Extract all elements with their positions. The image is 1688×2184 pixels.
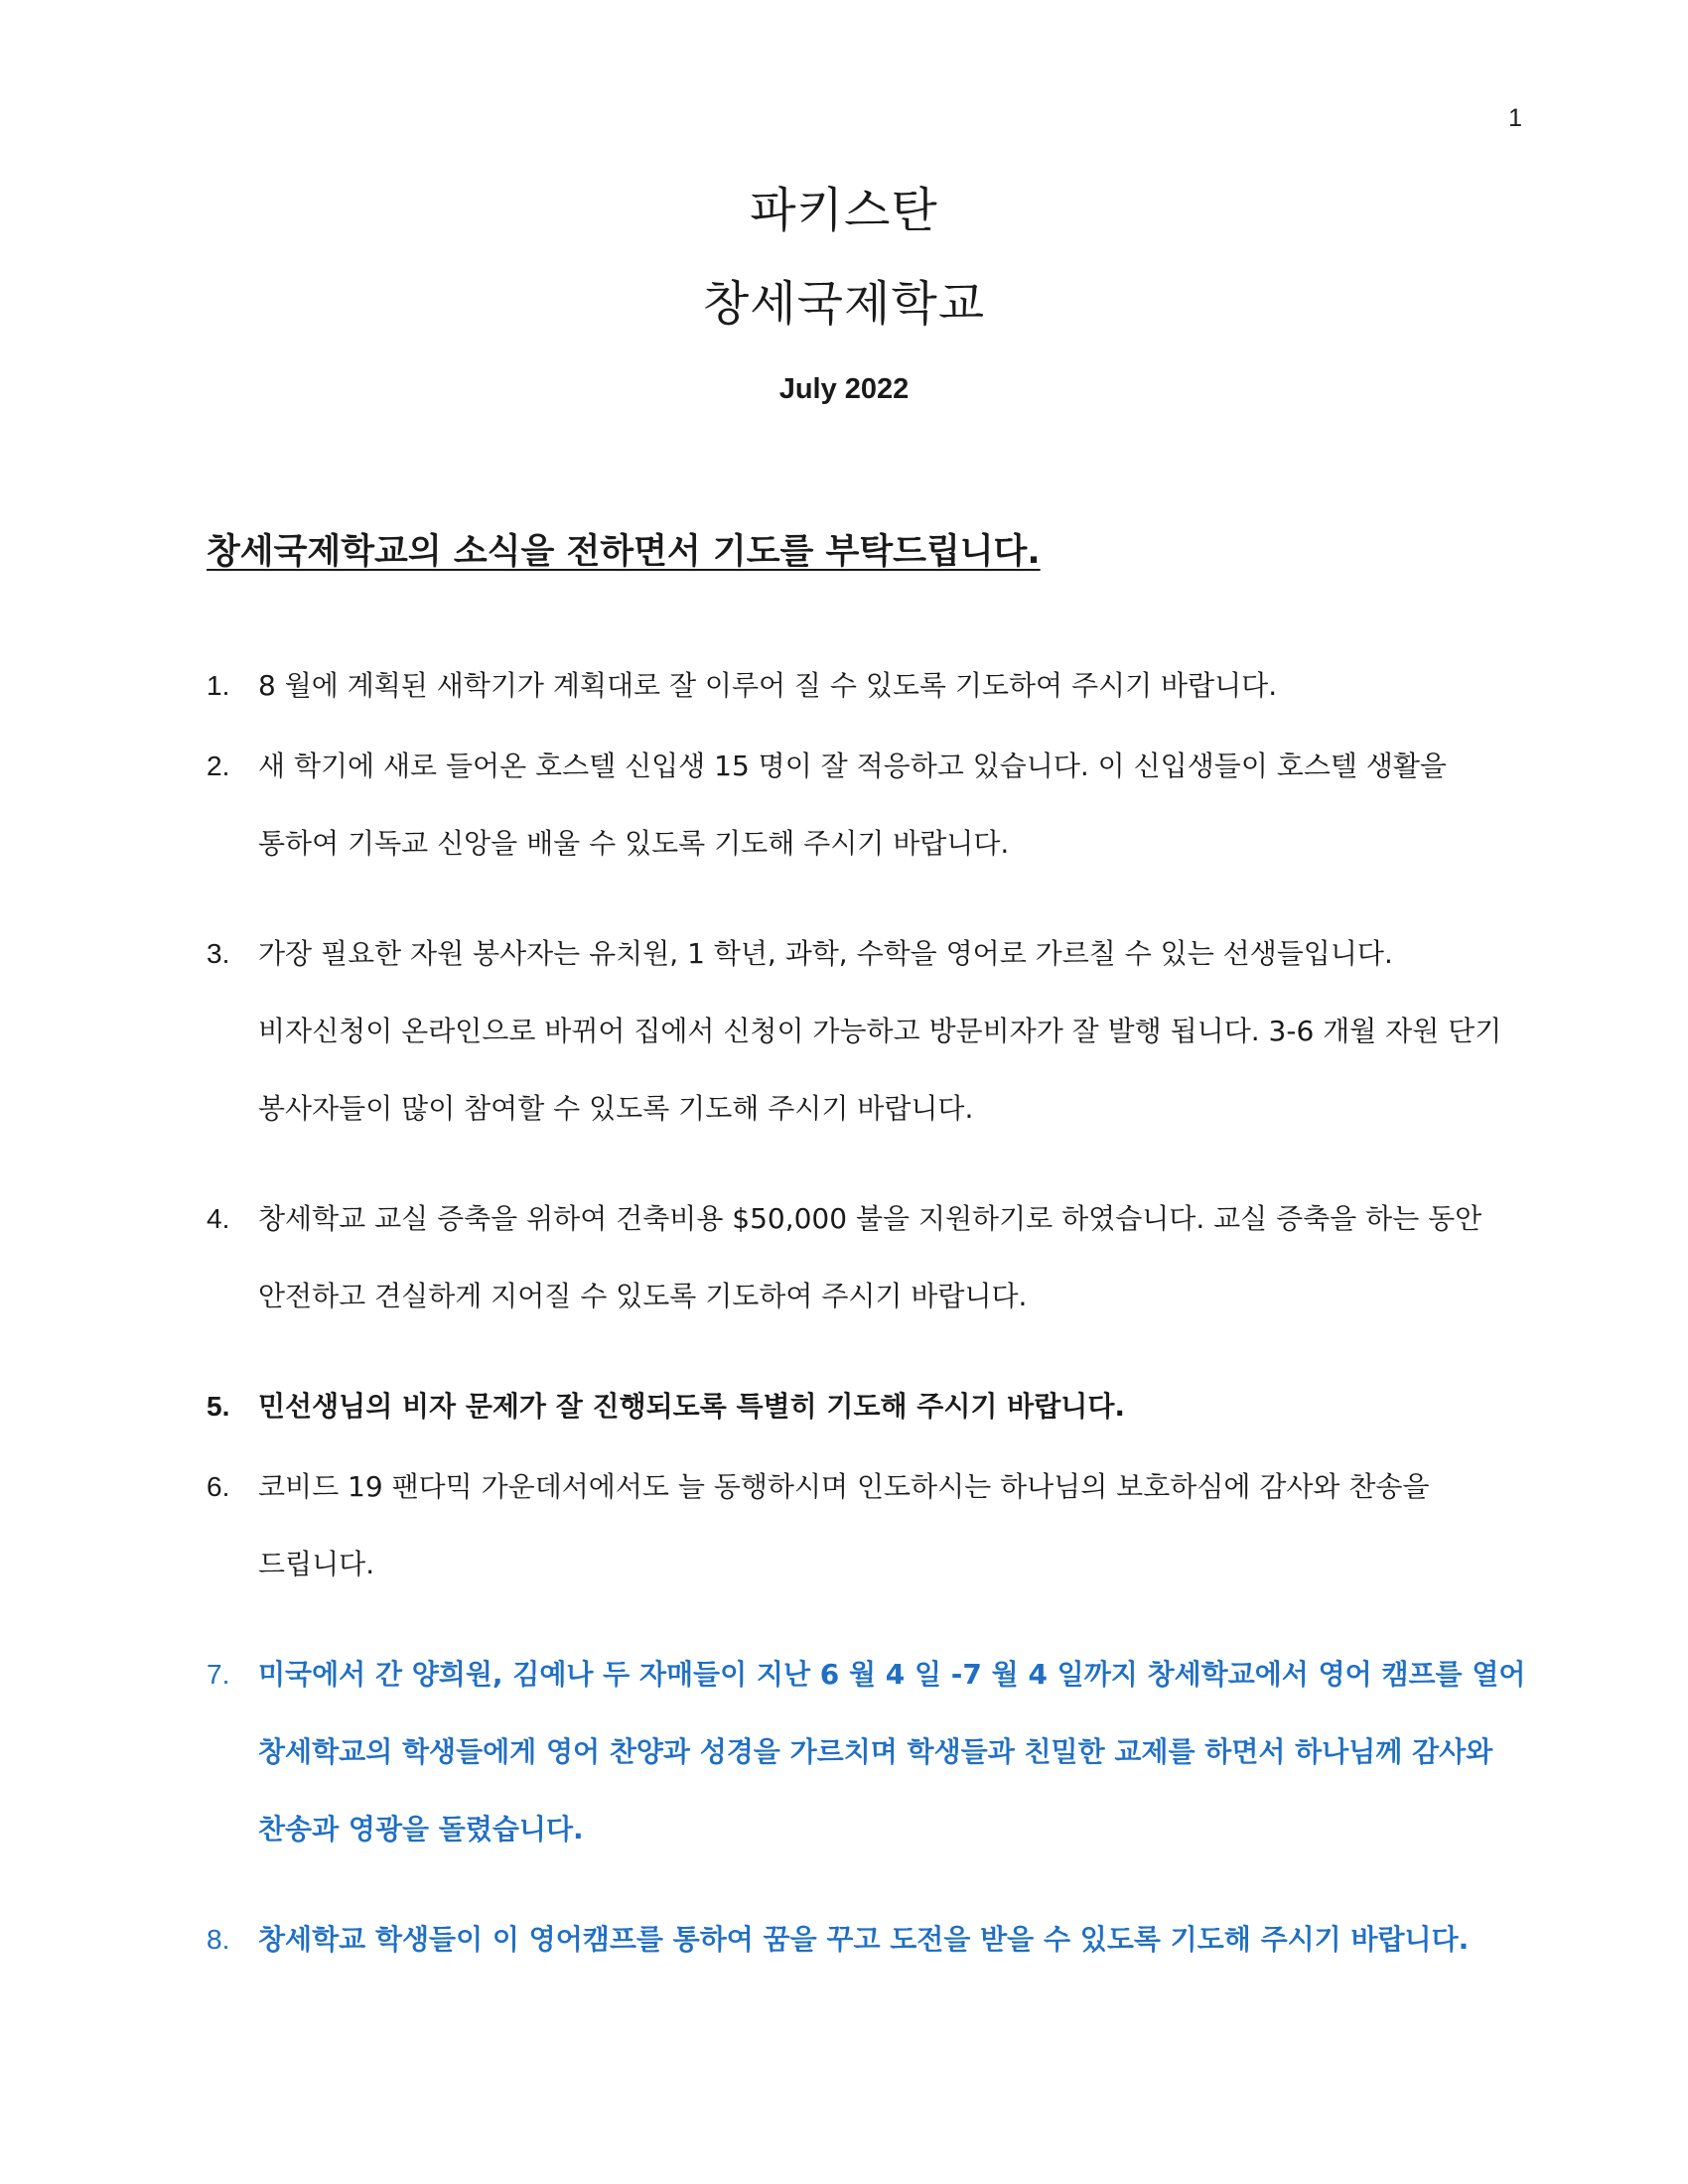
- item-text: 창세학교 교실 증축을 위하여 건축비용 $50,000 불을 지원하기로 하였습니다. 교실 증축을 하는 동안 안전하고 견실하게 지어질 수 있도록 기도하여 주시기 바랍니다.: [258, 1202, 1482, 1312]
- title-country: 파키스탄: [750, 183, 938, 238]
- title-school: 창세국제학교: [702, 276, 986, 332]
- list-item: [207, 915, 1527, 1148]
- item-text: 가장 필요한 자원 봉사자는 유치원, 1 학년, 과학, 수학을 영어로 가르칠 수 있는 선생들입니다. 비자신청이 온라인으로 바뀌어 집에서 신청이 가능하고 방문비자가 잘 발행 됩니다. 3-6 개월 자원 단기 봉사자들이 많이 참여할 수 있도록 기도해 주시기 바랍니다.: [258, 937, 1502, 1125]
- item-number: 1.: [207, 670, 230, 701]
- page-number: 1: [1508, 104, 1522, 132]
- item-number: 4.: [207, 1203, 230, 1234]
- title-block: [0, 179, 1688, 406]
- item-text: 8 월에 계획된 새학기가 계획대로 잘 이루어 질 수 있도록 기도하여 주시기 바랍니다.: [258, 669, 1278, 702]
- list-item: [207, 1448, 1527, 1603]
- prayer-list: [207, 647, 1527, 2011]
- item-text: 민선생님의 비자 문제가 잘 진행되도록 특별히 기도해 주시기 바랍니다.: [258, 1390, 1126, 1423]
- item-number: 5.: [207, 1391, 230, 1422]
- item-number: 7.: [207, 1659, 230, 1690]
- list-item: [207, 1368, 1527, 1445]
- item-number: 3.: [207, 938, 230, 969]
- date-line: July 2022: [778, 373, 910, 405]
- section-heading: 창세국제학교의 소식을 전하면서 기도를 부탁드립니다.: [207, 532, 1041, 572]
- item-text: 미국에서 간 양희원, 김예나 두 자매들이 지난 6 월 4 일 -7 월 4 일까지 창세학교에서 영어 캠프를 열어 창세학교의 학생들에게 영어 찬양과 성경을 가르치며 학생들과 친밀한 교제를 하면서 하나님께 감사와 찬송과 영광을 돌렸습니다.: [258, 1658, 1526, 1845]
- list-item: [207, 1180, 1527, 1335]
- list-item: [207, 1636, 1527, 1868]
- item-text: 창세학교 학생들이 이 영어캠프를 통하여 꿈을 꾸고 도전을 받을 수 있도록 기도해 주시기 바랍니다.: [258, 1923, 1470, 1956]
- item-text: 코비드 19 팬다믹 가운데서에서도 늘 동행하시며 인도하시는 하나님의 보호하심에 감사와 찬송을 드립니다.: [258, 1470, 1430, 1580]
- item-number: 6.: [207, 1471, 230, 1502]
- list-item: [207, 647, 1527, 725]
- list-item: [207, 1901, 1527, 1979]
- item-number: 2.: [207, 751, 230, 781]
- list-item: [207, 728, 1527, 883]
- item-text: 새 학기에 새로 들어온 호스텔 신입생 15 명이 잘 적응하고 있습니다. 이 신입생들이 호스텔 생활을 통하여 기독교 신앙을 배울 수 있도록 기도해 주시기 바랍니다.: [258, 750, 1447, 860]
- item-number: 8.: [207, 1924, 230, 1955]
